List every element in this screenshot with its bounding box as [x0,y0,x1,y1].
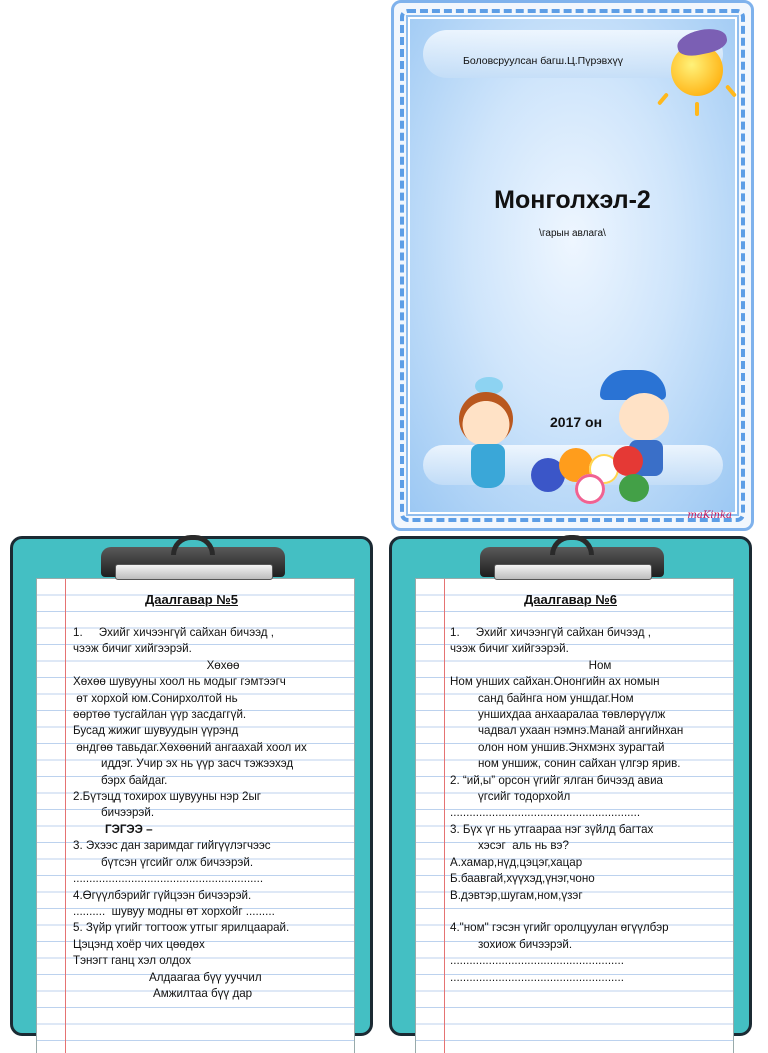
year-label: 2017 он [550,414,603,430]
task-line: хэсэг аль нь вэ? [478,839,569,853]
artist-signature: maKinka [687,510,732,521]
task-line: бичээрэй. [101,806,155,820]
task-line: Б.баавгай,хүүхэд,үнэг,чоно [450,872,595,886]
task-line: өндгөө тавьдаг.Хөхөөний ангаахай хоол их [73,740,307,754]
task-line: 1. Эхийг хичээнгүй сайхан бичээд , [450,626,651,639]
boy-illustration [619,393,669,441]
task-line: Хөхөө шувууны хоол нь модыг гэмтээгч [73,675,286,689]
book-title: Монголхэл-2 [494,186,651,214]
sun-ray [695,102,699,116]
task-line: А.хамар,нүд,цэцэг,хацар [450,855,583,869]
task-line: Цэцэнд хоёр чих цөөдөх [73,937,205,951]
task-line: ........................................................... [450,806,641,820]
task-line: үгсийг тодорхойл [478,790,571,804]
author-label: Боловсруулсан багш.Ц.Пүрэвхүү [463,55,624,67]
task-line: 3. Бүх үг нь утгаараа нэг зүйлд багтах [450,822,654,836]
task-line: Тэнэгт ганц хэл олдох [73,954,192,968]
task-line: бүтсэн үгсийг олж бичээрэй. [101,855,254,869]
task-line: Амжилтаа бүү дар [153,986,253,1000]
task-line: санд байнга ном уншдаг.Ном [478,691,634,705]
task-line: чээж бичиг хийгээрэй. [450,642,569,656]
task-line: чадвал ухаан нэмнэ.Манай ангийнхан [478,724,684,738]
flowers-illustration [531,444,661,506]
clipboard-task-6 [389,536,752,1036]
task-line: ...................................................... [450,954,624,968]
book-subtitle: \гарын авлага\ [539,228,606,239]
margin-line [444,579,445,1053]
cover-page [391,0,754,531]
task-line: ........................................................... [73,872,264,886]
task-line: В.дэвтэр,шугам,ном,үзэг [450,888,583,902]
task-line: 4."ном" гэсэн үгийг оролцуулан өгүүлбэр [450,921,669,935]
task-line: ном уншиж, сонин сайхан үлгэр ярив. [478,757,681,771]
task-line: ГЭГЭЭ – [105,822,153,836]
task-line: Бусад жижиг шувуудын үүрэнд [73,724,239,738]
clipboard-task-5 [10,536,373,1036]
task-line [450,904,750,920]
task-line: зохиож бичээрэй. [478,937,573,951]
task-line: 2.Бүтэцд тохирох шувууны нэр 2ыг [73,790,262,804]
task-title: Даалгавар №6 [524,592,617,607]
task-title: Даалгавар №5 [145,592,238,607]
clip-ring [171,535,215,555]
task-line: 5. Зүйр үгийг тогтоож утгыг ярилцаарай. [73,921,290,935]
girl-illustration [459,392,513,446]
girl-dress [471,444,505,488]
clip-bar [115,564,273,580]
task-line: Ном унших сайхан.Ононгийн ах номын [450,675,660,689]
task-line: өт хорхой юм.Сонирхолтой нь [73,691,238,705]
task-line: 4.Өгүүлбэрийг гүйцээн бичээрэй. [73,888,252,902]
task-line: иддэг. Учир эх нь үүр засч тэжээхэд [101,757,294,771]
margin-line [65,579,66,1053]
task-text [450,625,750,986]
task-line: өөртөө тусгайлан үүр засдаггүй. [73,708,247,722]
task-line: 2. “ий,ы” орсон үгийг ялган бичээд авиа [450,773,664,787]
task-line: олон ном уншив.Энхмэнх зурагтай [478,740,665,754]
task-text [73,625,373,1002]
clip-ring [550,535,594,555]
task-line: бэрх байдаг. [101,773,168,787]
task-line: Ном [588,658,612,672]
task-line: 3. Эхээс дан заримдаг гийгүүлэгчээс [73,839,271,853]
task-line: 1. Эхийг хичээнгүй сайхан бичээд , [73,626,274,639]
task-line: уншихдаа анхааралаа төвлөрүүлж [478,708,666,722]
task-line: Алдаагаа бүү ууччил [149,970,262,984]
task-line: ...................................................... [450,970,624,984]
clip-bar [494,564,652,580]
task-line: Хөхөө [206,658,240,672]
task-line: .......... шувуу модны өт хорхойг ......... [73,904,275,918]
task-line: чээж бичиг хийгээрэй. [73,642,192,656]
